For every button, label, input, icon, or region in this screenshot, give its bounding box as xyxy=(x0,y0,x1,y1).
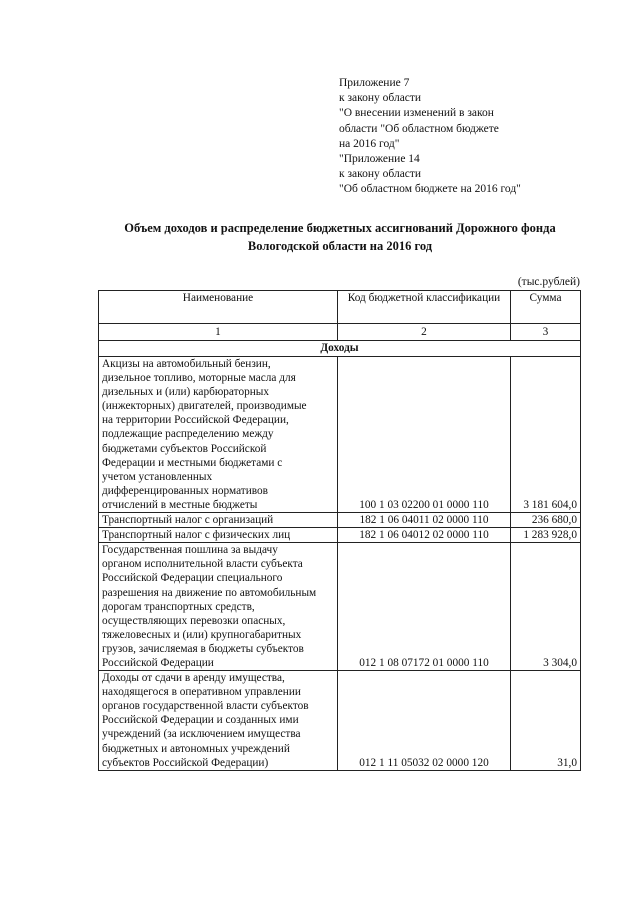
row-name-line: Доходы от сдачи в аренду имущества, xyxy=(102,672,285,685)
row-name-line: подлежащие распределению между xyxy=(102,428,274,441)
row-code: 012 1 11 05032 02 0000 120 xyxy=(338,671,511,771)
row-name-line: осуществляющих перевозки опасных, xyxy=(102,614,286,627)
appendix-line: "Приложение 14 xyxy=(339,153,420,166)
row-code: 100 1 03 02200 01 0000 110 xyxy=(338,357,511,513)
row-name-line: (инжекторных) двигателей, производимые xyxy=(102,400,307,413)
row-name-line: дизельное топливо, моторные масла для xyxy=(102,372,296,385)
column-header-sum: Сумма xyxy=(511,291,581,324)
row-code: 182 1 06 04011 02 0000 110 xyxy=(338,513,511,528)
row-name xyxy=(99,528,338,543)
row-name-line: органом исполнительной власти субъекта xyxy=(102,558,303,571)
row-name-line: разрешения на движение по автомобильным xyxy=(102,586,317,599)
row-name-line: бюджетами субъектов Российской xyxy=(102,442,267,455)
table-row xyxy=(99,513,581,528)
row-name-line: Государственная пошлина за выдачу xyxy=(102,544,278,557)
row-name-line: Российской Федерации xyxy=(102,656,214,669)
row-name-line: субъектов Российской Федерации) xyxy=(102,756,269,769)
appendix-line: к закону области xyxy=(339,92,422,105)
column-numbers-row xyxy=(99,324,581,341)
appendix-line: Приложение 7 xyxy=(339,77,410,89)
budget-table xyxy=(98,290,581,771)
row-amount: 3 304,0 xyxy=(511,543,581,671)
column-header-name: Наименование xyxy=(99,291,338,324)
row-name-line: Российской Федерации специального xyxy=(102,572,283,585)
row-amount: 1 283 928,0 xyxy=(511,528,581,543)
column-number: 1 xyxy=(99,324,338,341)
row-name-line: дифференцированных нормативов xyxy=(102,484,269,497)
appendix-line: на 2016 год" xyxy=(339,137,400,150)
row-name xyxy=(99,543,338,671)
row-name-line: Транспортный налог с организаций xyxy=(102,514,274,527)
row-name-line: на территории Российской Федерации, xyxy=(102,414,289,427)
appendix-line: области "Об областном бюджете xyxy=(339,122,499,135)
appendix-line: к закону области xyxy=(339,168,422,181)
appendix-line: "О внесении изменений в закон xyxy=(339,107,494,120)
row-code: 182 1 06 04012 02 0000 110 xyxy=(338,528,511,543)
row-name-line: учетом установленных xyxy=(102,470,213,483)
document-title xyxy=(60,219,620,255)
table-row xyxy=(99,528,581,543)
table-row xyxy=(99,543,581,671)
column-header-code: Код бюджетной классификации xyxy=(338,291,511,324)
row-name-line: органов государственной власти субъектов xyxy=(102,700,309,713)
row-name-line: находящегося в оперативном управлении xyxy=(102,686,301,699)
row-name-line: дизельных и (или) карбюраторных xyxy=(102,386,270,399)
row-name-line: отчислений в местные бюджеты xyxy=(102,498,258,511)
row-name xyxy=(99,671,338,771)
row-name-line: Акцизы на автомобильный бензин, xyxy=(102,358,271,370)
row-amount: 31,0 xyxy=(511,671,581,771)
row-name-line: тяжеловесных и (или) крупногабаритных xyxy=(102,628,302,641)
row-name-line: грузов, зачисляемая в бюджеты субъектов xyxy=(102,642,304,655)
appendix-header xyxy=(339,76,579,198)
table-row xyxy=(99,671,581,771)
row-name xyxy=(99,513,338,528)
title-line: Объем доходов и распределение бюджетных ассигнований Дорожного фонда xyxy=(124,221,556,235)
row-name-line: бюджетных и автономных учреждений xyxy=(102,742,290,755)
column-number: 2 xyxy=(338,324,511,341)
appendix-line: "Об областном бюджете на 2016 год" xyxy=(339,183,521,196)
table-header-row xyxy=(99,291,581,324)
section-title: Доходы xyxy=(99,341,581,357)
section-row xyxy=(99,341,581,357)
title-line: Вологодской области на 2016 год xyxy=(247,239,433,253)
row-name-line: Российской Федерации и созданных ими xyxy=(102,714,299,727)
row-name xyxy=(99,357,338,513)
row-code: 012 1 08 07172 01 0000 110 xyxy=(338,543,511,671)
row-name-line: учреждений (за исключением имущества xyxy=(102,728,301,741)
row-name-line: Транспортный налог с физических лиц xyxy=(102,529,291,542)
row-name-line: дорогам транспортных средств, xyxy=(102,600,255,613)
row-amount: 236 680,0 xyxy=(511,513,581,528)
row-name-line: Федерации и местными бюджетами с xyxy=(102,456,283,469)
column-number: 3 xyxy=(511,324,581,341)
units-note: (тыс.рублей) xyxy=(517,276,580,288)
table-row xyxy=(99,357,581,513)
row-amount: 3 181 604,0 xyxy=(511,357,581,513)
